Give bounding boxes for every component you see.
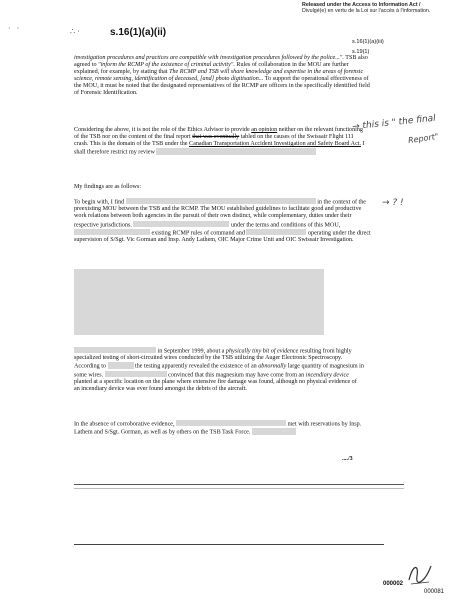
redaction: [246, 229, 306, 235]
paragraph-magnesium-evidence: in September 1999, about a physically tiny bit of evidence resulting from highly specialized testing of short-circuited wires conducted by the TSB utilizing the Auger Electronic Spectroscopy. According to the testing apparently revealed the existence of an abnormally large quantity of magnesium in some wires. convinced that this magnesium may have come from an incendiary device planted at a specific location on the plane where extensive fire damage was found, although no physical evidence of an incendiary device was ever found amongst the debris of the aircraft.: [74, 348, 364, 393]
handwritten-note-report: Report": [407, 131, 440, 146]
quote-investigation: investigation procedures and practices are compatible with investigation procedures followed by the police...".: [74, 55, 344, 61]
scan-rule: [74, 484, 404, 485]
redaction: [252, 428, 296, 434]
underlined-opinion: an opinion: [251, 127, 278, 133]
document-number-right: 000081: [424, 589, 445, 595]
paragraph-corroboration: In the absence of corroborative evidence, met with reservations by Insp. Lathem and S/Sgt. Gorman, as well as by others on the TSB Task Force.: [74, 421, 362, 436]
redaction: [74, 229, 150, 235]
document-number-left: 000002: [383, 581, 404, 587]
redaction: [133, 221, 229, 227]
paragraph-findings-heading: My findings are as follows:: [74, 184, 142, 190]
redaction: [74, 347, 156, 353]
release-stamp: [302, 2, 462, 15]
redaction: [126, 198, 316, 204]
margin-mark-icon: ∴ ·: [70, 27, 80, 36]
scan-rule: [74, 544, 384, 545]
exemption-code-main: s.16(1)(a)(ii): [110, 27, 167, 38]
paragraph-mou-rules: investigation procedures and practices are compatible with investigation procedures followed by the police...". TSB also agreed to "inform the RCMP of the existence of criminal activity". Rules of collaboration in the MOU are further explained, for example, by stating that The RCMP and TSB will share knowledge and expertise in the areas of forensic science, remote sensing, identification of deceased, [and] photo digitisation... To support the operational effectiveness of the MOU, it must be noted that the designated representatives of the RCMP are officers in the specifically identified field of Forensic Identification.: [74, 55, 370, 97]
redaction: [156, 148, 316, 154]
quote-inform-rcmp: "inform the RCMP of the existence of criminal activity".: [98, 62, 235, 69]
redaction: [105, 371, 167, 377]
exemption-code-right-1: s.16(1)(a)(iii): [352, 39, 384, 45]
paragraph-ethics-role: Considering the above, it is not the role of the Ethics Advisor to provide an opinion neither on the relevant functioning of the TSB nor on the content of the final report that was eventually tabled on the causes of the Swissair Flight 111 crash. This is the domain of the TSB under the Canadian Transportation Accident Investigation and Safety Board Act. I shall therefore restrict my review: [74, 127, 365, 156]
redaction: [108, 362, 134, 368]
paragraph-mou-context: To begin with, I find in the context of the preexisting MOU between the TSB and the RCMP. The MOU established guidelines to facilitate good and productive work relations between both agencies in the pursuit of their own distinct, while complementary, duties under their respective jurisdictions. under the terms and conditions of this MOU, existing RCMP rules of command and operating under the direct supervision of S/Sgt. Vic Gorman and Insp. Andy Lathem, OIC Major Crime Unit and OIC Swissair Investigation.: [74, 199, 371, 244]
handwritten-note-arrow: → ? !: [382, 198, 404, 208]
handwritten-note-final-report: → this is " the final: [351, 113, 437, 133]
redaction-block: [74, 269, 324, 335]
release-line-fr: Divulgé(e) en vertu de la Loi sur l'accès à l'information.: [302, 8, 431, 15]
underlined-act-name: Canadian Transportation Accident Investigation and Safety Board Act.: [189, 141, 361, 148]
margin-scribble-icon: · ·: [8, 24, 22, 33]
exemption-codes-right: [352, 37, 384, 57]
exemption-code-right-2: s.19(1): [352, 49, 370, 55]
handwritten-initials-icon: [405, 560, 435, 586]
scan-rule: [74, 488, 404, 489]
redaction: [176, 420, 286, 426]
quote-share-knowledge: The RCMP and TSB will share knowledge and expertise in the areas of forensic science, remote sensing, identification of deceased, [and] photo digitisation...: [74, 69, 364, 83]
release-line-en: Released under the Access to Information Act /: [302, 2, 421, 8]
struck-eventually: that was eventually: [192, 134, 240, 141]
page-number: ..../3: [342, 456, 353, 462]
